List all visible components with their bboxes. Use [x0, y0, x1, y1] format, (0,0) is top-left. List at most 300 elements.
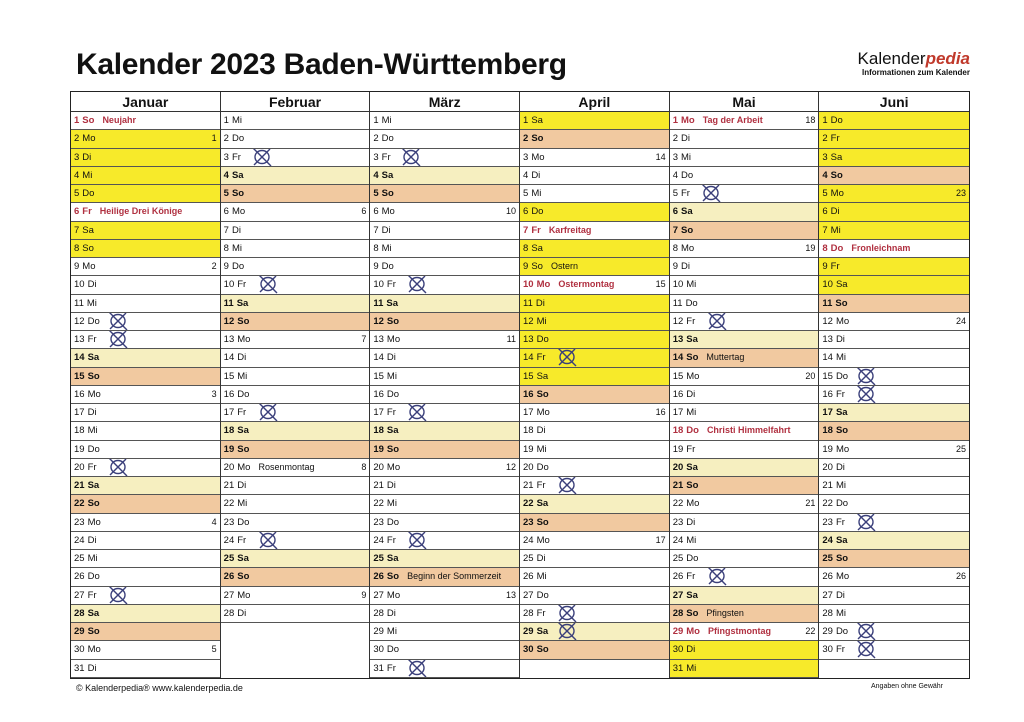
day-weekday: Mo	[386, 589, 401, 601]
crossed-circle-icon	[556, 623, 578, 641]
day-weekday: So	[536, 516, 549, 528]
crossed-circle-icon	[556, 605, 578, 623]
day-number: 23	[672, 516, 684, 528]
day-row	[520, 203, 669, 221]
day-number: 10	[672, 279, 684, 291]
day-weekday: Di	[87, 534, 97, 546]
day-weekday: Di	[835, 334, 845, 345]
day-row	[520, 331, 669, 349]
day-row	[71, 313, 220, 331]
day-number: 4	[523, 169, 529, 181]
day-row	[71, 295, 220, 313]
day-weekday: So	[531, 133, 544, 145]
day-row	[819, 404, 969, 422]
day-event-name: Pfingstmontag	[707, 626, 771, 636]
day-row	[71, 532, 220, 550]
calendar-week-number: 13	[506, 589, 517, 600]
day-weekday: Sa	[536, 498, 549, 510]
day-number: 21	[822, 480, 833, 491]
day-row	[221, 203, 370, 221]
day-row	[221, 605, 370, 623]
day-number: 18	[223, 425, 235, 437]
day-row	[221, 422, 370, 440]
day-weekday: Fr	[686, 571, 696, 583]
crossed-circle-icon	[855, 514, 877, 532]
day-number: 19	[523, 443, 534, 455]
day-weekday: Do	[386, 644, 400, 656]
day-number: 3	[672, 151, 678, 163]
day-weekday: So	[686, 607, 699, 619]
day-row	[819, 477, 969, 495]
day-weekday: Mo	[237, 461, 251, 473]
day-weekday: Do	[835, 370, 849, 382]
day-number: 9	[822, 261, 828, 272]
day-number: 30	[74, 644, 85, 656]
day-weekday: Sa	[536, 626, 549, 637]
day-number: 13	[523, 334, 534, 345]
day-weekday: Do	[830, 242, 844, 254]
day-row	[71, 368, 220, 386]
day-number: 3	[373, 151, 379, 163]
day-number: 3	[74, 151, 80, 163]
day-weekday: Fr	[237, 407, 247, 418]
day-row	[71, 404, 220, 422]
day-number: 29	[74, 626, 85, 637]
day-number: 5	[523, 188, 529, 199]
day-row	[370, 276, 519, 294]
day-number: 23	[74, 516, 85, 528]
day-weekday: Do	[830, 115, 843, 126]
day-number: 29	[822, 626, 833, 637]
day-row	[71, 495, 220, 513]
day-row	[221, 313, 370, 331]
day-number: 8	[672, 242, 678, 254]
day-weekday: Di	[536, 553, 546, 564]
day-row	[819, 130, 969, 148]
day-weekday: Do	[381, 133, 394, 145]
day-weekday: Mi	[237, 370, 248, 382]
day-number: 2	[74, 133, 80, 145]
day-weekday: So	[386, 315, 400, 327]
day-number: 23	[223, 516, 235, 528]
day-number: 16	[672, 388, 684, 400]
day-weekday: Mi	[86, 297, 97, 309]
day-number: 3	[822, 151, 828, 163]
day-row	[670, 605, 819, 623]
day-number: 26	[523, 571, 534, 583]
day-row	[370, 477, 519, 495]
day-weekday: Sa	[680, 206, 693, 218]
day-row	[370, 258, 519, 276]
day-number: 27	[373, 589, 384, 601]
month-header: April	[520, 92, 669, 112]
day-row	[221, 514, 370, 532]
day-weekday: Do	[87, 443, 100, 455]
day-row	[520, 477, 669, 495]
day-number: 28	[223, 607, 235, 619]
day-number: 25	[523, 553, 534, 564]
day-row	[819, 313, 969, 331]
day-number: 6	[223, 206, 229, 218]
day-weekday: Mo	[237, 589, 251, 601]
day-row	[221, 276, 370, 294]
day-row	[370, 623, 519, 641]
day-number: 4	[74, 169, 80, 181]
day-number: 13	[74, 334, 85, 345]
day-weekday: Fr	[87, 334, 97, 345]
day-number: 21	[74, 480, 85, 491]
day-number: 15	[822, 370, 833, 382]
day-number: 28	[74, 607, 85, 619]
day-row	[670, 422, 819, 440]
day-number: 25	[223, 553, 235, 564]
day-number: 15	[74, 370, 85, 382]
day-row	[71, 203, 220, 221]
day-row	[670, 587, 819, 605]
day-row	[520, 368, 669, 386]
day-row	[71, 258, 220, 276]
day-weekday: So	[536, 388, 549, 400]
crossed-circle-icon	[257, 404, 279, 422]
day-row	[370, 349, 519, 367]
day-row	[819, 149, 969, 167]
day-weekday: Mi	[680, 151, 692, 163]
calendar-week-number: 3	[211, 388, 217, 399]
day-weekday: Fr	[386, 662, 396, 674]
day-number: 15	[523, 370, 534, 382]
day-row	[520, 185, 669, 203]
day-weekday: Mo	[680, 242, 695, 254]
calendar-week-number: 5	[211, 644, 217, 655]
day-number: 10	[373, 279, 384, 291]
day-number: 10	[523, 279, 534, 291]
day-number: 15	[223, 370, 235, 382]
day-weekday: Di	[237, 480, 247, 491]
day-row	[520, 532, 669, 550]
day-row	[520, 222, 669, 240]
day-weekday: Di	[535, 297, 545, 309]
day-number: 28	[822, 607, 833, 619]
day-row	[370, 550, 519, 568]
calendar-week-number: 25	[956, 443, 967, 454]
day-weekday: Mi	[386, 498, 397, 510]
day-row	[221, 240, 370, 258]
day-weekday: Mi	[686, 407, 697, 418]
day-weekday: Fr	[835, 388, 845, 400]
day-number: 16	[223, 388, 235, 400]
day-weekday: Mo	[82, 133, 96, 145]
day-weekday: So	[686, 480, 699, 491]
crossed-circle-icon	[706, 568, 728, 586]
day-number: 27	[74, 589, 85, 601]
day-row	[520, 240, 669, 258]
day-weekday: Mi	[231, 115, 242, 126]
day-weekday: Di	[680, 133, 690, 145]
day-row	[819, 422, 969, 440]
crossed-circle-icon	[855, 623, 877, 641]
day-weekday: Mo	[536, 534, 550, 546]
day-row	[221, 349, 370, 367]
day-row	[819, 386, 969, 404]
day-number: 2	[373, 133, 379, 145]
calendar-week-number: 14	[655, 151, 666, 162]
day-number: 26	[373, 571, 384, 583]
day-number: 17	[223, 407, 235, 418]
day-row	[221, 331, 370, 349]
day-row	[221, 404, 370, 422]
day-number: 22	[223, 498, 235, 510]
day-number: 7	[74, 224, 80, 236]
day-weekday: Di	[231, 224, 241, 236]
day-row	[221, 495, 370, 513]
day-number: 25	[74, 553, 85, 564]
day-row	[670, 660, 819, 678]
day-event-name: Muttertag	[706, 352, 745, 363]
day-number: 2	[523, 133, 529, 145]
day-row	[670, 514, 819, 532]
day-row	[670, 404, 819, 422]
day-number: 14	[223, 352, 235, 364]
day-weekday: Mi	[386, 626, 397, 637]
day-weekday: Do	[680, 169, 694, 181]
day-number: 1	[523, 115, 529, 126]
day-row	[670, 222, 819, 240]
day-row	[221, 459, 370, 477]
day-weekday: Do	[536, 461, 549, 473]
day-weekday: Mo	[835, 443, 850, 455]
day-weekday: Di	[686, 644, 696, 656]
day-number: 5	[672, 188, 678, 199]
day-weekday: Fr	[386, 407, 396, 418]
day-weekday: Do	[686, 425, 699, 437]
day-row	[221, 130, 370, 148]
crossed-circle-icon	[251, 149, 273, 167]
day-number: 10	[223, 279, 235, 291]
day-number: 13	[223, 334, 235, 345]
day-weekday: Mo	[536, 279, 551, 291]
day-row	[370, 185, 519, 203]
day-weekday: So	[686, 352, 699, 364]
day-number: 13	[373, 334, 384, 345]
day-row	[520, 422, 669, 440]
day-number: 16	[523, 388, 534, 400]
month-days	[370, 112, 519, 678]
day-number: 17	[373, 407, 384, 418]
day-row	[670, 641, 819, 659]
day-row	[670, 568, 819, 586]
day-row	[221, 477, 370, 495]
day-weekday: Mi	[835, 480, 846, 491]
calendar-week-number: 18	[805, 115, 816, 125]
day-number: 19	[822, 443, 833, 455]
day-weekday: So	[237, 571, 250, 583]
day-weekday: Do	[231, 133, 245, 145]
day-number: 6	[523, 206, 529, 218]
day-row	[670, 459, 819, 477]
day-weekday: Mo	[536, 407, 550, 418]
brand-name-prefix: Kalender	[857, 49, 926, 68]
day-weekday: Do	[87, 315, 100, 327]
day-weekday: Do	[835, 498, 849, 510]
day-number: 18	[822, 425, 833, 437]
day-number: 9	[672, 261, 678, 272]
day-row	[819, 349, 969, 367]
month-column	[819, 92, 969, 678]
day-weekday: Sa	[686, 461, 698, 473]
calendar-week-number: 10	[506, 206, 517, 217]
day-row	[71, 167, 220, 185]
day-number: 5	[822, 188, 828, 199]
calendar-week-number: 7	[361, 334, 367, 344]
brand-logo[interactable]	[842, 50, 970, 78]
day-number: 19	[672, 443, 684, 455]
day-row	[520, 130, 669, 148]
day-weekday: Di	[87, 407, 97, 418]
day-weekday: Di	[835, 589, 845, 601]
day-number: 25	[822, 553, 833, 564]
brand-name-suffix: pedia	[925, 49, 970, 68]
day-row	[819, 550, 969, 568]
day-row	[370, 532, 519, 550]
day-weekday: So	[835, 297, 848, 309]
day-number: 13	[822, 334, 833, 345]
day-number: 8	[523, 242, 529, 254]
crossed-circle-icon	[700, 185, 722, 203]
day-row	[520, 349, 669, 367]
day-number: 24	[672, 534, 684, 546]
day-weekday: Fr	[830, 133, 840, 145]
day-weekday: Mi	[531, 188, 542, 199]
day-number: 18	[523, 425, 534, 437]
day-weekday: Mo	[386, 461, 401, 473]
day-number: 22	[523, 498, 534, 510]
month-days	[71, 112, 220, 678]
day-weekday: So	[386, 443, 400, 455]
day-weekday: Do	[531, 206, 544, 218]
day-row	[819, 295, 969, 313]
day-number: 9	[74, 261, 80, 272]
day-weekday: Do	[87, 571, 100, 583]
day-row	[819, 222, 969, 240]
day-weekday: Di	[87, 279, 97, 291]
day-number: 22	[822, 498, 833, 510]
crossed-circle-icon	[406, 660, 428, 678]
day-number: 14	[672, 352, 684, 364]
day-number: 16	[373, 388, 384, 400]
day-number: 26	[822, 571, 833, 583]
day-row	[370, 441, 519, 459]
crossed-circle-icon	[257, 276, 279, 294]
day-weekday: Fr	[686, 315, 696, 327]
day-row	[520, 550, 669, 568]
day-row	[520, 568, 669, 586]
day-weekday: Mi	[835, 607, 846, 619]
day-number: 9	[373, 261, 379, 272]
day-row	[819, 532, 969, 550]
day-number: 12	[373, 315, 384, 327]
day-row	[819, 203, 969, 221]
day-row	[520, 313, 669, 331]
day-row	[370, 605, 519, 623]
day-number: 26	[672, 571, 684, 583]
day-row	[819, 167, 969, 185]
day-weekday: Di	[680, 261, 690, 272]
footer-copyright: © Kalenderpedia® www.kalenderpedia.de	[76, 683, 243, 693]
day-row	[520, 641, 669, 659]
day-weekday: Mo	[531, 151, 545, 163]
day-number: 5	[223, 188, 229, 199]
day-weekday: So	[531, 261, 543, 272]
day-weekday: Sa	[236, 297, 249, 309]
day-weekday: Sa	[386, 553, 399, 564]
day-number: 22	[373, 498, 384, 510]
day-row	[221, 185, 370, 203]
month-days	[221, 112, 370, 678]
month-days	[670, 112, 819, 678]
day-number: 11	[74, 297, 84, 309]
day-number: 17	[822, 407, 833, 418]
day-weekday: So	[830, 169, 843, 181]
day-row	[670, 495, 819, 513]
day-number: 19	[223, 443, 235, 455]
calendar-week-number: 15	[655, 279, 666, 290]
day-row	[819, 641, 969, 659]
month-header: Januar	[71, 92, 220, 112]
day-weekday: Fr	[386, 534, 396, 546]
day-weekday: Mi	[87, 553, 98, 564]
day-event-name: Christi Himmelfahrt	[706, 425, 791, 436]
day-weekday: Sa	[686, 334, 698, 345]
calendar-grid	[70, 91, 970, 679]
day-row	[71, 605, 220, 623]
day-weekday: Do	[686, 553, 699, 564]
crossed-circle-icon	[855, 368, 877, 386]
day-row	[71, 112, 220, 130]
day-row	[370, 459, 519, 477]
day-row	[370, 404, 519, 422]
day-weekday: Do	[231, 261, 245, 272]
crossed-circle-icon	[406, 276, 428, 294]
day-event-name: Karfreitag	[548, 224, 592, 235]
day-row	[520, 276, 669, 294]
day-row	[370, 514, 519, 532]
day-weekday: Di	[381, 224, 391, 236]
day-number: 9	[523, 261, 529, 272]
day-row	[370, 203, 519, 221]
month-header: Juni	[819, 92, 969, 112]
day-number: 14	[373, 352, 384, 364]
day-number: 19	[373, 443, 384, 455]
day-number: 8	[74, 242, 80, 254]
day-row	[71, 331, 220, 349]
day-weekday: Mi	[830, 224, 841, 236]
calendar-week-number: 9	[361, 589, 367, 600]
page-title: Kalender 2023 Baden-Württemberg	[76, 48, 567, 81]
day-row	[819, 331, 969, 349]
day-weekday: Sa	[531, 242, 543, 254]
day-number: 28	[373, 607, 384, 619]
day-row	[670, 386, 819, 404]
day-number: 30	[523, 644, 534, 656]
day-row	[71, 222, 220, 240]
day-row	[370, 331, 519, 349]
day-number: 4	[373, 169, 379, 181]
day-row	[520, 404, 669, 422]
day-number: 12	[822, 315, 833, 327]
day-weekday: So	[82, 242, 94, 254]
day-row	[71, 660, 220, 678]
day-number: 25	[672, 553, 684, 564]
